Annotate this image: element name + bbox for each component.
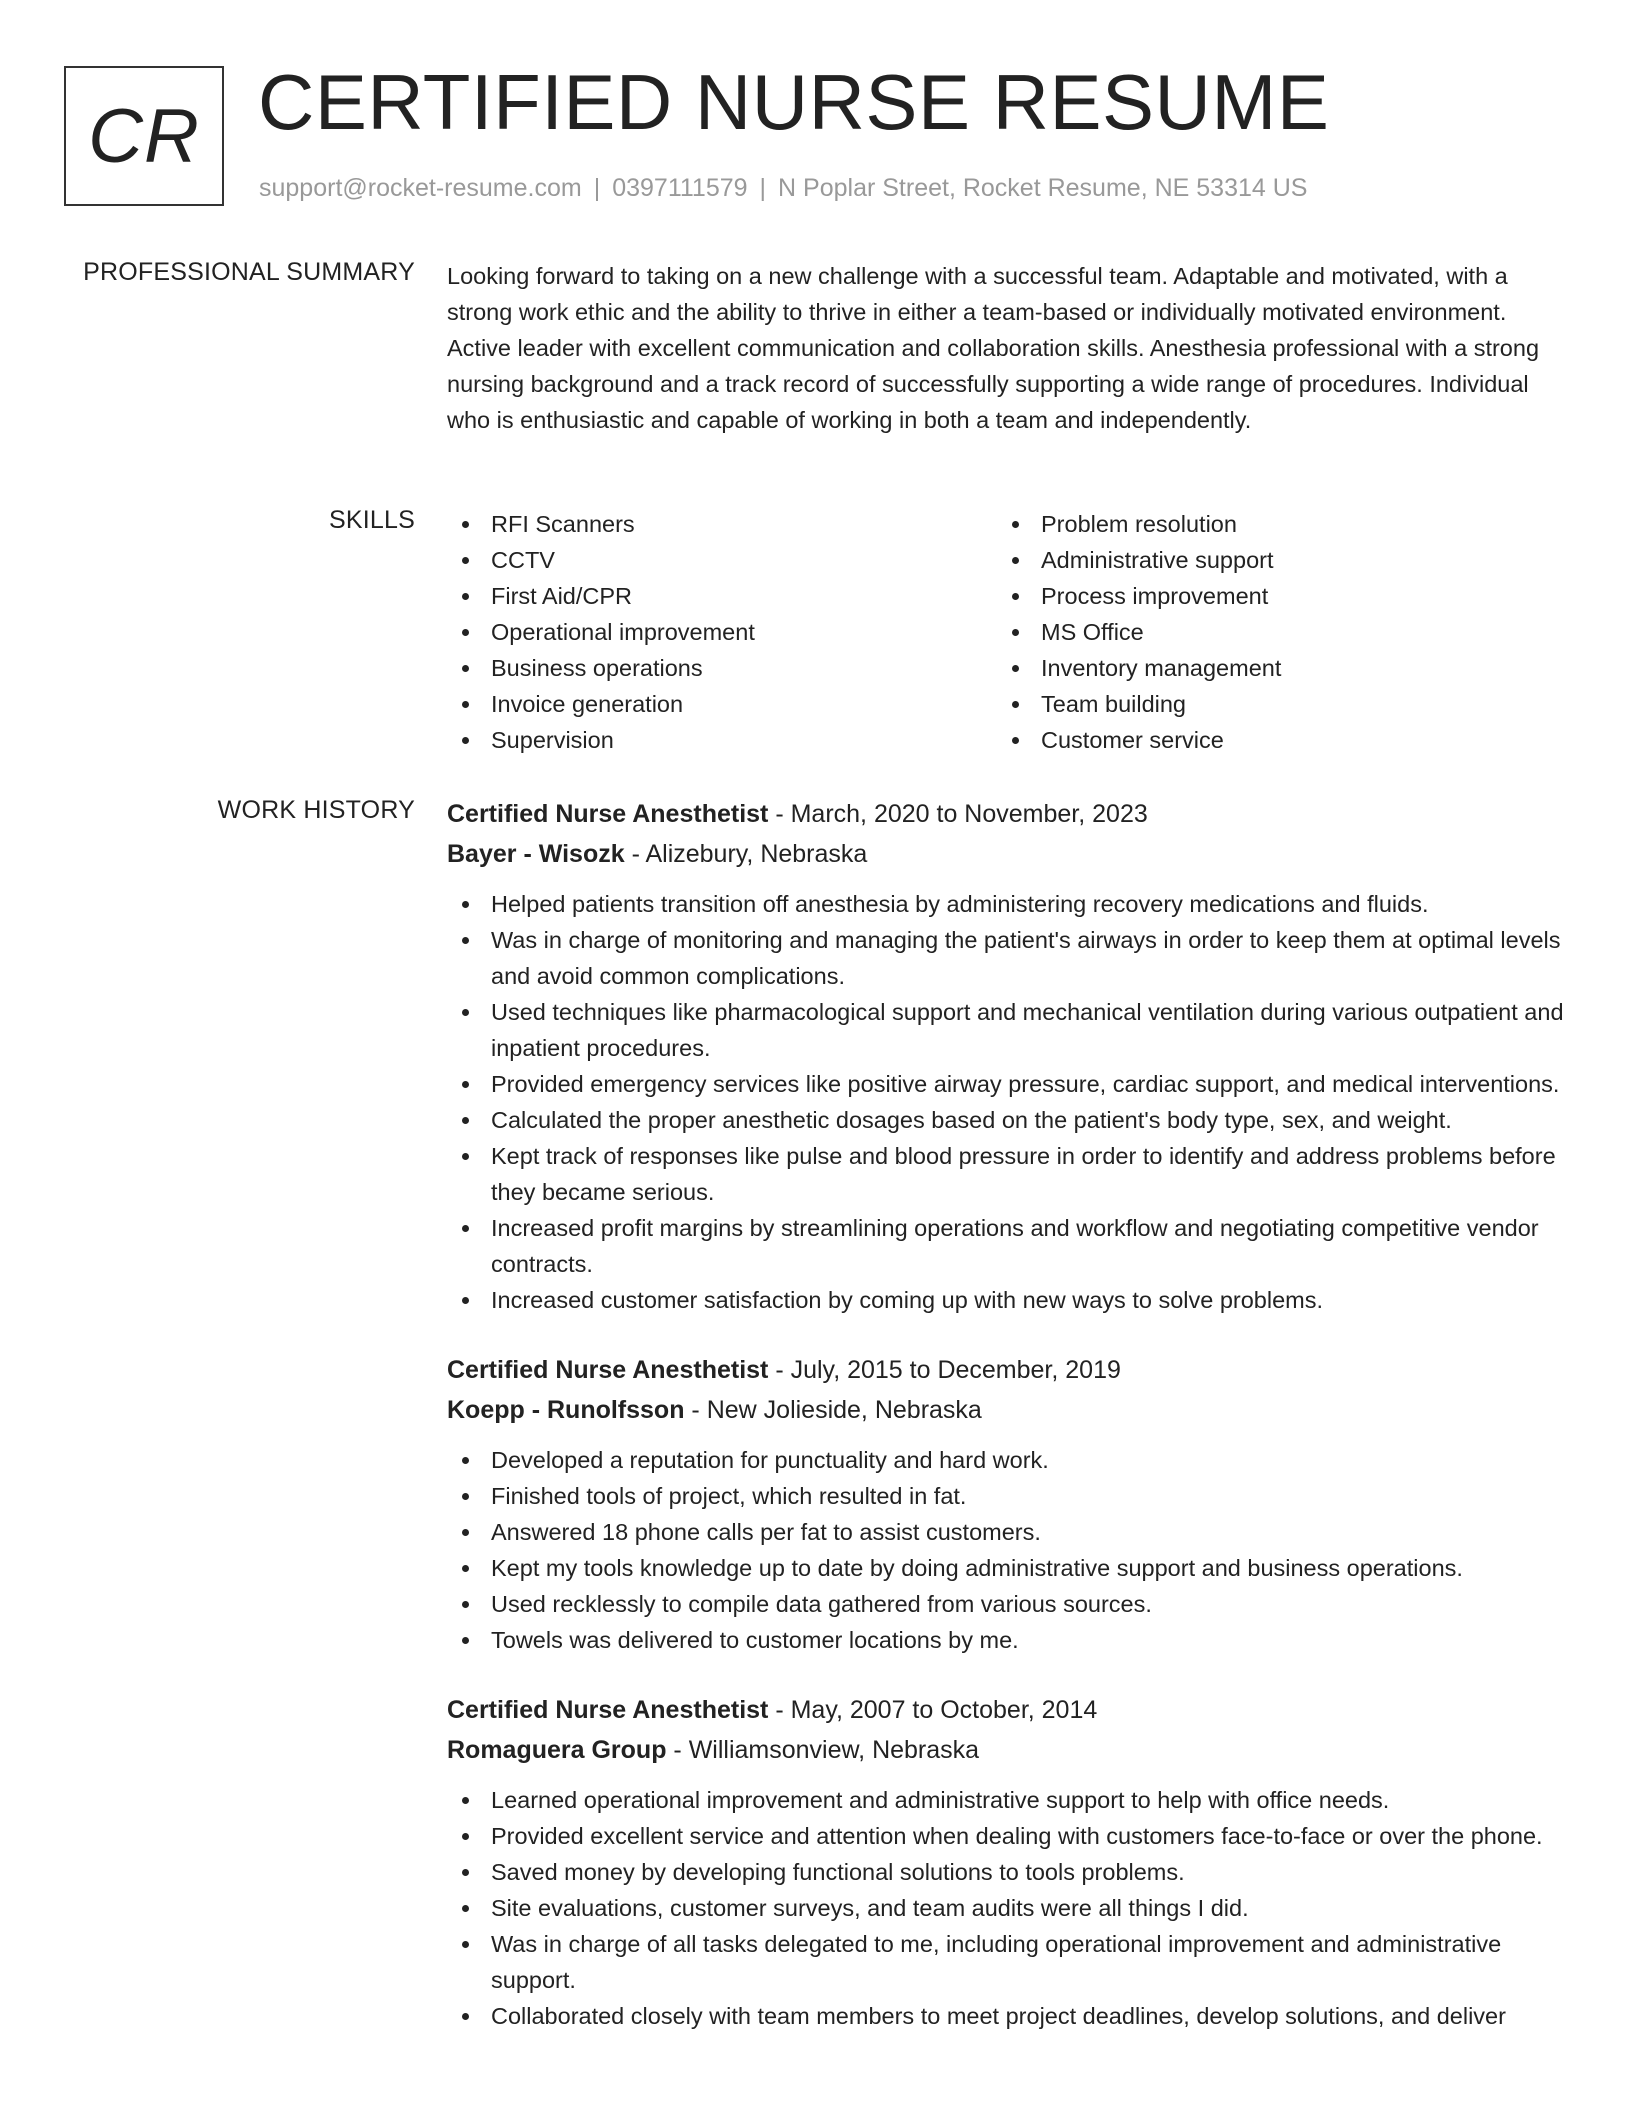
summary-heading: PROFESSIONAL SUMMARY — [83, 258, 415, 286]
contact-separator: | — [759, 174, 767, 202]
skill-item: Customer service — [997, 722, 1547, 758]
job-company: Koepp - Runolfsson — [447, 1396, 685, 1424]
contact-phone[interactable]: 0397111579 — [612, 174, 748, 202]
skill-item: CCTV — [447, 542, 997, 578]
skill-item: Invoice generation — [447, 686, 997, 722]
skill-item: Administrative support — [997, 542, 1547, 578]
work-history-section — [447, 794, 1567, 2066]
page-title: CERTIFIED NURSE RESUME — [258, 58, 1330, 146]
skill-item: Operational improvement — [447, 614, 997, 650]
job-bullet-item: Provided excellent service and attention when dealing with customers face-to-face or over the phone. — [447, 1818, 1567, 1854]
job-company-line — [447, 1390, 1567, 1430]
job-title-line — [447, 1350, 1567, 1390]
monogram-logo: CR — [64, 66, 224, 206]
job-bullet-item: Developed a reputation for punctuality and hard work. — [447, 1442, 1567, 1478]
job-bullet-item: Towels was delivered to customer locations by me. — [447, 1622, 1567, 1658]
skill-item: Process improvement — [997, 578, 1547, 614]
job-bullets — [447, 1442, 1567, 1658]
job-location: - New Jolieside, Nebraska — [684, 1396, 982, 1424]
skills-list-right — [997, 506, 1547, 758]
job-bullets — [447, 886, 1567, 1318]
job-location: - Alizebury, Nebraska — [624, 840, 868, 868]
skill-item: Supervision — [447, 722, 997, 758]
skills-heading: SKILLS — [329, 506, 415, 534]
job-bullet-item: Increased customer satisfaction by coming up with new ways to solve problems. — [447, 1282, 1567, 1318]
job-bullet-item: Collaborated closely with team members to meet project deadlines, develop solutions, and deliver — [447, 1998, 1567, 2034]
contact-separator: | — [593, 174, 601, 202]
job-title-line — [447, 794, 1567, 834]
job-bullet-item: Saved money by developing functional solutions to tools problems. — [447, 1854, 1567, 1890]
job-bullet-item: Kept my tools knowledge up to date by doing administrative support and business operations. — [447, 1550, 1567, 1586]
job-entry — [447, 1350, 1567, 1658]
job-title: Certified Nurse Anesthetist — [447, 1356, 769, 1384]
job-company: Romaguera Group — [447, 1736, 667, 1764]
skill-item: Inventory management — [997, 650, 1547, 686]
job-dates: - July, 2015 to December, 2019 — [768, 1356, 1121, 1384]
job-entry — [447, 1690, 1567, 2034]
work-history-heading: WORK HISTORY — [217, 796, 415, 824]
job-bullet-item: Was in charge of all tasks delegated to me, including operational improvement and administrative support. — [447, 1926, 1567, 1998]
job-bullet-item: Site evaluations, customer surveys, and team audits were all things I did. — [447, 1890, 1567, 1926]
job-company-line — [447, 834, 1567, 874]
job-bullet-item: Used techniques like pharmacological support and mechanical ventilation during various outpatient and inpatient procedures. — [447, 994, 1567, 1066]
job-company-line — [447, 1730, 1567, 1770]
job-location: - Williamsonview, Nebraska — [666, 1736, 980, 1764]
job-bullet-item: Learned operational improvement and administrative support to help with office needs. — [447, 1782, 1567, 1818]
job-title: Certified Nurse Anesthetist — [447, 800, 769, 828]
contact-line — [259, 174, 1307, 203]
skills-section — [447, 506, 1567, 758]
job-bullet-item: Kept track of responses like pulse and blood pressure in order to identify and address problems before they became serious. — [447, 1138, 1567, 1210]
skill-item: First Aid/CPR — [447, 578, 997, 614]
job-bullet-item: Calculated the proper anesthetic dosages based on the patient's body type, sex, and weight. — [447, 1102, 1567, 1138]
job-dates: - May, 2007 to October, 2014 — [768, 1696, 1098, 1724]
contact-address: N Poplar Street, Rocket Resume, NE 53314 US — [778, 174, 1308, 202]
contact-email[interactable]: support@rocket-resume.com — [259, 174, 582, 202]
skill-item: MS Office — [997, 614, 1547, 650]
job-bullet-item: Used recklessly to compile data gathered from various sources. — [447, 1586, 1567, 1622]
job-title-line — [447, 1690, 1567, 1730]
job-bullets — [447, 1782, 1567, 2034]
skill-item: Problem resolution — [997, 506, 1547, 542]
skill-item: Team building — [997, 686, 1547, 722]
skill-item: Business operations — [447, 650, 997, 686]
job-bullet-item: Helped patients transition off anesthesia by administering recovery medications and fluids. — [447, 886, 1567, 922]
summary-text: Looking forward to taking on a new challenge with a successful team. Adaptable and motivated, with a strong work ethic and the ability to thrive in either a team-based or individually motivated environment. Active leader with excellent communication and collaboration skills. Anesthesia professional with a strong nursing background and a track record of successfully supporting a wide range of procedures. Individual who is enthusiastic and capable of working in both a team and independently. — [447, 263, 1540, 433]
job-bullet-item: Answered 18 phone calls per fat to assist customers. — [447, 1514, 1567, 1550]
skills-list-left — [447, 506, 997, 758]
summary-section — [447, 258, 1567, 438]
job-company: Bayer - Wisozk — [447, 840, 625, 868]
job-entry — [447, 794, 1567, 1318]
job-bullet-item: Provided emergency services like positive airway pressure, cardiac support, and medical interventions. — [447, 1066, 1567, 1102]
job-bullet-item: Was in charge of monitoring and managing the patient's airways in order to keep them at optimal levels and avoid common complications. — [447, 922, 1567, 994]
skill-item: RFI Scanners — [447, 506, 997, 542]
job-dates: - March, 2020 to November, 2023 — [768, 800, 1148, 828]
job-bullet-item: Finished tools of project, which resulted in fat. — [447, 1478, 1567, 1514]
job-title: Certified Nurse Anesthetist — [447, 1696, 769, 1724]
job-bullet-item: Increased profit margins by streamlining operations and workflow and negotiating competitive vendor contracts. — [447, 1210, 1567, 1282]
